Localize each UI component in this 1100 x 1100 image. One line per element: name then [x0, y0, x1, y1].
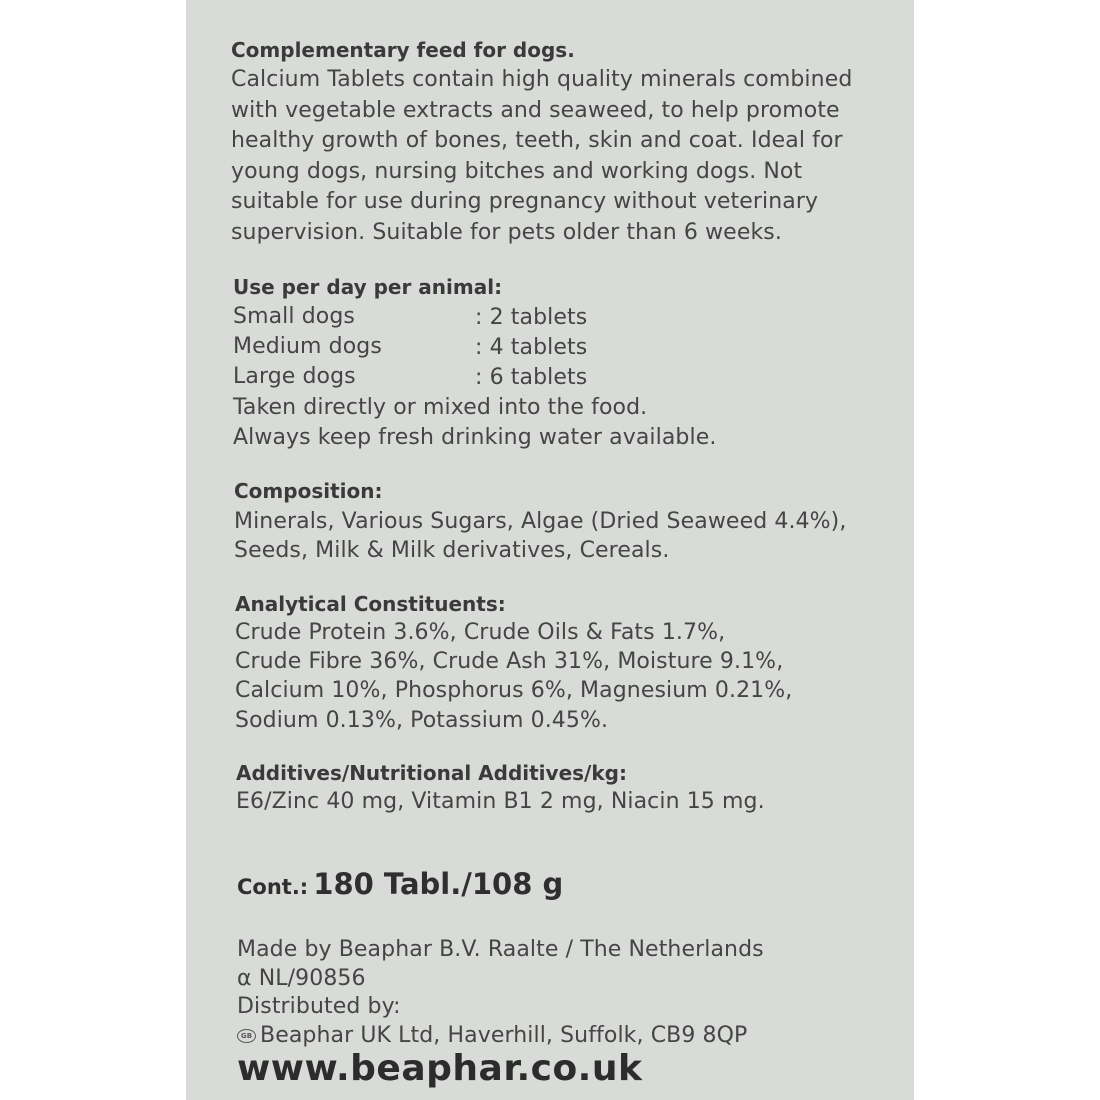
- usage-row-label: Medium dogs: [233, 334, 382, 359]
- registration-line: [237, 964, 366, 994]
- composition-line: Minerals, Various Sugars, Algae (Dried Seaweed 4.4%),: [234, 509, 847, 534]
- intro-line: Calcium Tablets contain high quality minerals combined: [231, 67, 853, 92]
- analytical-line: Sodium 0.13%, Potassium 0.45%.: [235, 708, 609, 733]
- usage-note: Always keep fresh drinking water available.: [233, 425, 717, 450]
- gb-badge-icon: GB: [237, 1029, 256, 1043]
- analytical-heading: Analytical Constituents:: [235, 592, 506, 616]
- usage-heading: Use per day per animal:: [233, 275, 503, 299]
- usage-row-value: : 2 tablets: [475, 305, 588, 330]
- intro-line: with vegetable extracts and seaweed, to help promote: [231, 98, 840, 123]
- analytical-line: Calcium 10%, Phosphorus 6%, Magnesium 0.21%,: [235, 678, 793, 703]
- made-by: Made by Beaphar B.V. Raalte / The Netherlands: [237, 937, 764, 962]
- intro-line: young dogs, nursing bitches and working dogs. Not: [231, 159, 803, 184]
- contents-line: [237, 867, 563, 901]
- contents-value: 180 Tabl./108 g: [313, 867, 564, 901]
- intro-line: healthy growth of bones, teeth, skin and coat. Ideal for: [231, 128, 843, 153]
- registration-symbol: α: [237, 966, 252, 991]
- analytical-line: Crude Protein 3.6%, Crude Oils & Fats 1.7%,: [235, 620, 726, 645]
- intro-line: supervision. Suitable for pets older than 6 weeks.: [231, 220, 782, 245]
- distributor-name: Beaphar UK Ltd, Haverhill, Suffolk, CB9 8QP: [260, 1023, 748, 1048]
- usage-note: Taken directly or mixed into the food.: [233, 395, 648, 420]
- additives-line: E6/Zinc 40 mg, Vitamin B1 2 mg, Niacin 15 mg.: [236, 789, 765, 814]
- usage-row-label: Small dogs: [233, 304, 355, 329]
- analytical-line: Crude Fibre 36%, Crude Ash 31%, Moisture 9.1%,: [235, 649, 784, 674]
- additives-heading: Additives/Nutritional Additives/kg:: [236, 761, 627, 785]
- intro-heading: Complementary feed for dogs.: [231, 38, 575, 62]
- registration-number: NL/90856: [258, 966, 366, 991]
- distributed-label: Distributed by:: [237, 994, 401, 1019]
- intro-line: suitable for use during pregnancy without veterinary: [231, 189, 819, 214]
- composition-heading: Composition:: [234, 479, 383, 503]
- contents-label: Cont.:: [237, 875, 309, 899]
- usage-row-value: : 4 tablets: [475, 335, 588, 360]
- distributor-line: [237, 1021, 747, 1051]
- usage-row-label: Large dogs: [233, 364, 356, 389]
- usage-row-value: : 6 tablets: [475, 365, 588, 390]
- website-url: www.beaphar.co.uk: [237, 1048, 643, 1089]
- composition-line: Seeds, Milk & Milk derivatives, Cereals.: [234, 538, 670, 563]
